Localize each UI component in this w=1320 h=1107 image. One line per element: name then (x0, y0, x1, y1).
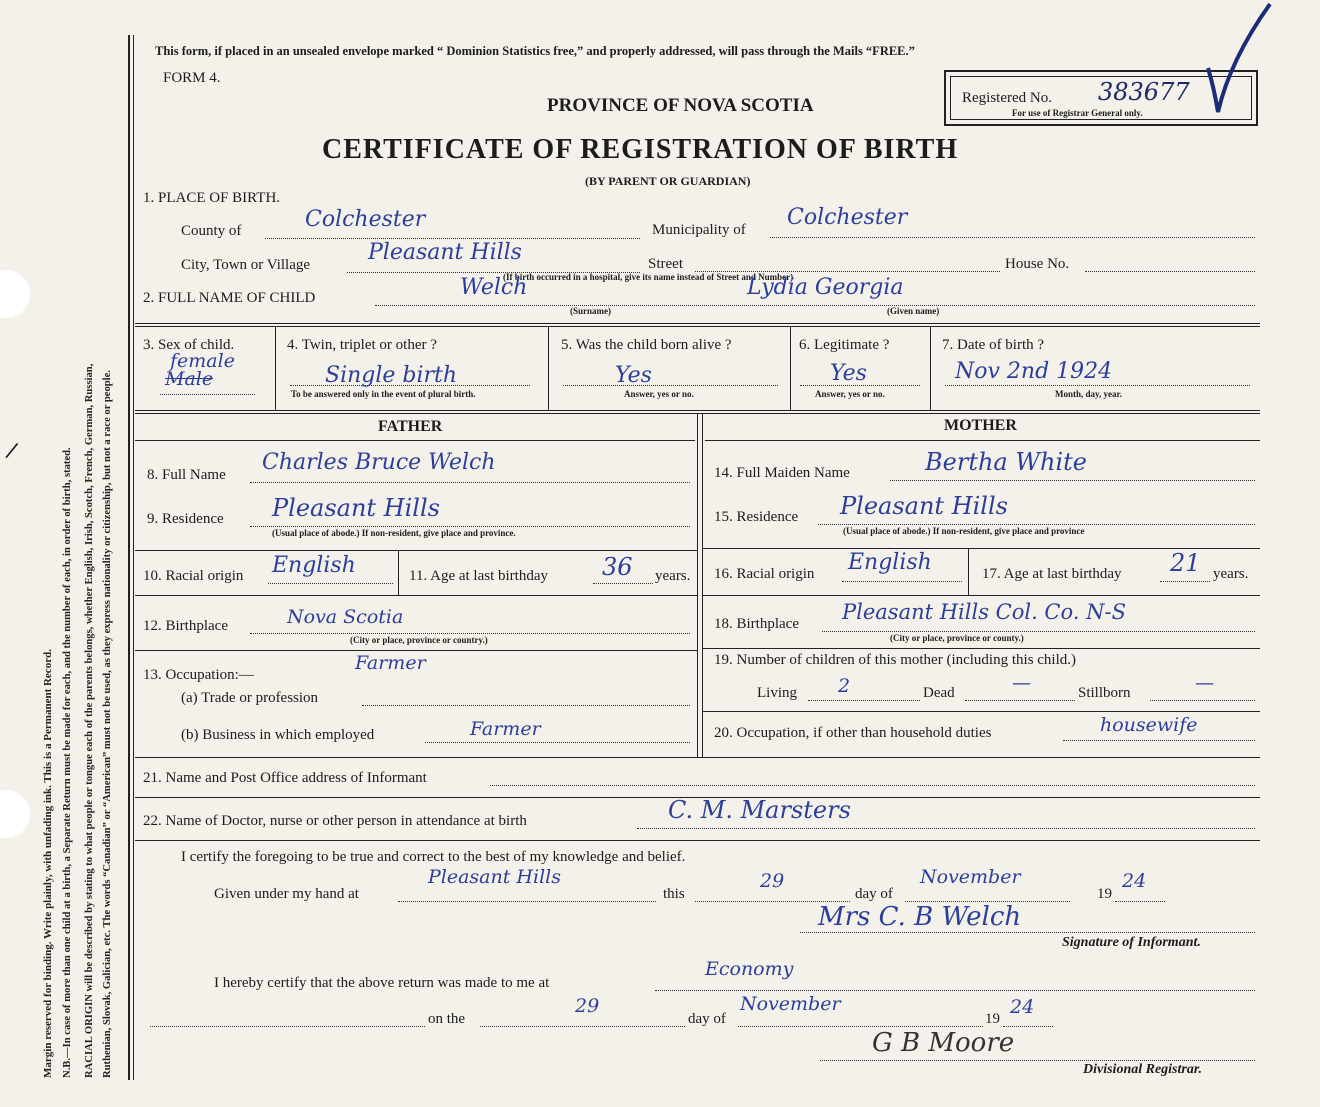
binding-hole (0, 270, 30, 318)
father-age-unit: years. (655, 568, 691, 584)
mother-residence-note: (Usual place of abode.) If non-resident, give place and province (843, 526, 1085, 536)
dayof-label: day of (855, 886, 893, 902)
alive-label: 5. Was the child born alive ? (561, 337, 732, 353)
registrar-day: 29 (575, 995, 600, 1017)
sex-struck: Male (165, 368, 214, 390)
this-label: this (663, 886, 685, 902)
informant-label: 21. Name and Post Office address of Informant (143, 770, 427, 786)
racial-note-2: Ruthenian, Slovak, Galician, etc. The words “Canadian” or “American” must not be used, as they express nationality or citizenship, but not a race or people. (102, 370, 113, 1078)
mother-occupation: housewife (1100, 714, 1198, 736)
mother-age-unit: years. (1213, 566, 1249, 582)
check-icon (1200, 0, 1275, 125)
municipality-label: Municipality of (652, 222, 746, 238)
alive-value: Yes (615, 363, 652, 388)
registrar-place: Economy (705, 958, 794, 980)
check-mark: / (3, 435, 21, 466)
registrar-month: November (740, 993, 841, 1015)
mother-heading: MOTHER (944, 417, 1017, 434)
surname-note: (Surname) (570, 306, 611, 316)
certificate-subtitle: (BY PARENT OR GUARDIAN) (585, 174, 751, 188)
father-age-label: 11. Age at last birthday (409, 568, 548, 584)
given-place: Pleasant Hills (428, 866, 561, 888)
mother-race: English (848, 550, 932, 575)
twin-value: Single birth (325, 363, 458, 388)
on-the-label: on the (428, 1011, 466, 1027)
twin-label: 4. Twin, triplet or other ? (287, 337, 437, 353)
margin-note: Margin reserved for binding. Write plainly, with unfading ink. This is a Permanent Record. (42, 649, 54, 1078)
father-race: English (272, 553, 356, 578)
municipality-value: Colchester (787, 205, 908, 230)
certify-year-prefix: 19 (1097, 886, 1112, 902)
mother-age: 21 (1170, 549, 1201, 577)
registered-label: Registered No. (962, 90, 1052, 106)
alive-note: Answer, yes or no. (624, 389, 694, 399)
mother-race-label: 16. Racial origin (714, 566, 815, 582)
mother-birthplace-label: 18. Birthplace (714, 616, 799, 632)
father-residence: Pleasant Hills (272, 494, 440, 522)
child-given-name: Lydia Georgia (747, 275, 904, 300)
business-label: (b) Business in which employed (181, 727, 375, 743)
father-birthplace-note: (City or place, province or country.) (350, 635, 488, 645)
father-name: Charles Bruce Welch (262, 450, 496, 475)
father-race-label: 10. Racial origin (143, 568, 244, 584)
registered-number: 383677 (1098, 78, 1190, 106)
father-birthplace-label: 12. Birthplace (143, 618, 228, 634)
doctor-value: C. M. Marsters (668, 796, 851, 824)
legit-value: Yes (830, 361, 867, 386)
registrar-text: I hereby certify that the above return was made to me at (214, 975, 550, 991)
father-age: 36 (602, 553, 633, 581)
city-value: Pleasant Hills (368, 240, 522, 265)
registrar-signature: G B Moore (872, 1028, 1015, 1058)
legit-note: Answer, yes or no. (815, 389, 885, 399)
father-residence-label: 9. Residence (147, 511, 224, 527)
dob-note: Month, day, year. (1055, 389, 1122, 399)
doctor-label: 22. Name of Doctor, nurse or other person in attendance at birth (143, 813, 527, 829)
father-occupation-top: Farmer (355, 652, 426, 674)
mother-name-label: 14. Full Maiden Name (714, 465, 850, 481)
place-heading: 1. PLACE OF BIRTH. (143, 190, 281, 206)
house-label: House No. (1005, 256, 1070, 272)
mother-birthplace-note: (City or place, province or county.) (890, 633, 1024, 643)
county-label: County of (181, 223, 242, 239)
father-birthplace: Nova Scotia (287, 606, 404, 628)
legit-label: 6. Legitimate ? (799, 337, 890, 353)
margin-rule (128, 35, 130, 1080)
dead-value: — (1012, 672, 1031, 694)
mailing-notice: This form, if placed in an unsealed envelope marked “ Dominion Statistics free,” and properly addressed, will pass through the Mails “FREE.” (155, 44, 915, 58)
registrar-signature-label: Divisional Registrar. (1083, 1062, 1203, 1077)
mother-residence-label: 15. Residence (714, 509, 799, 525)
mother-residence: Pleasant Hills (840, 492, 1008, 520)
certify-month: November (920, 866, 1021, 888)
certify-day: 29 (760, 870, 785, 892)
sex-label: 3. Sex of child. (143, 337, 235, 353)
registrar-year-prefix: 19 (985, 1011, 1000, 1027)
children-label: 19. Number of children of this mother (including this child.) (714, 652, 1077, 668)
father-name-label: 8. Full Name (147, 467, 226, 483)
mother-name: Bertha White (925, 448, 1087, 476)
registrar-year: 24 (1010, 996, 1035, 1018)
child-name-label: 2. FULL NAME OF CHILD (143, 290, 316, 306)
given-name-note: (Given name) (887, 306, 940, 316)
sex-value: female (170, 350, 235, 372)
living-label: Living (757, 685, 797, 701)
father-business: Farmer (470, 718, 541, 740)
hospital-note: (If birth occurred in a hospital, give its name instead of Street and Number) (503, 272, 794, 282)
child-surname: Welch (460, 275, 528, 300)
given-label: Given under my hand at (214, 886, 359, 902)
certify-year: 24 (1122, 870, 1147, 892)
certify-text: I certify the foregoing to be true and correct to the best of my knowledge and belief. (181, 849, 686, 865)
dead-label: Dead (923, 685, 955, 701)
province-heading: PROVINCE OF NOVA SCOTIA (547, 95, 814, 116)
informant-signature-label: Signature of Informant. (1062, 935, 1201, 950)
trade-label: (a) Trade or profession (181, 690, 319, 706)
informant-signature: Mrs C. B Welch (818, 902, 1022, 932)
racial-note-1: RACIAL ORIGIN will be described by stating to what people or tongue each of the parents belongs, whether English, Irish, Scotch, French, German, Russian, (84, 363, 95, 1078)
registered-note: For use of Registrar General only. (1012, 108, 1143, 118)
form-number: FORM 4. (163, 70, 221, 86)
twin-note: To be answered only in the event of plural birth. (291, 389, 476, 399)
county-value: Colchester (305, 207, 426, 232)
margin-rule (133, 35, 134, 1080)
binding-hole (0, 790, 30, 838)
stillborn-value: — (1195, 672, 1214, 694)
nb-note: N.B.—In case of more than one child at a birth, a Separate Return must be made for each, and the number of each, in order of birth, stated. (62, 447, 73, 1078)
dob-value: Nov 2nd 1924 (955, 359, 1113, 384)
mother-birthplace: Pleasant Hills Col. Co. N-S (842, 600, 1126, 624)
street-label: Street (648, 256, 683, 272)
dob-label: 7. Date of birth ? (942, 337, 1045, 353)
stillborn-label: Stillborn (1078, 685, 1131, 701)
registrar-dayof-label: day of (688, 1011, 726, 1027)
father-heading: FATHER (378, 418, 443, 435)
living-value: 2 (838, 675, 851, 697)
certificate-title: CERTIFICATE OF REGISTRATION OF BIRTH (322, 134, 959, 165)
mother-age-label: 17. Age at last birthday (982, 566, 1122, 582)
father-occupation-label: 13. Occupation:— (143, 667, 254, 683)
mother-occupation-label: 20. Occupation, if other than household duties (714, 725, 992, 741)
father-residence-note: (Usual place of abode.) If non-resident, give place and province. (272, 528, 516, 538)
city-label: City, Town or Village (181, 257, 311, 273)
